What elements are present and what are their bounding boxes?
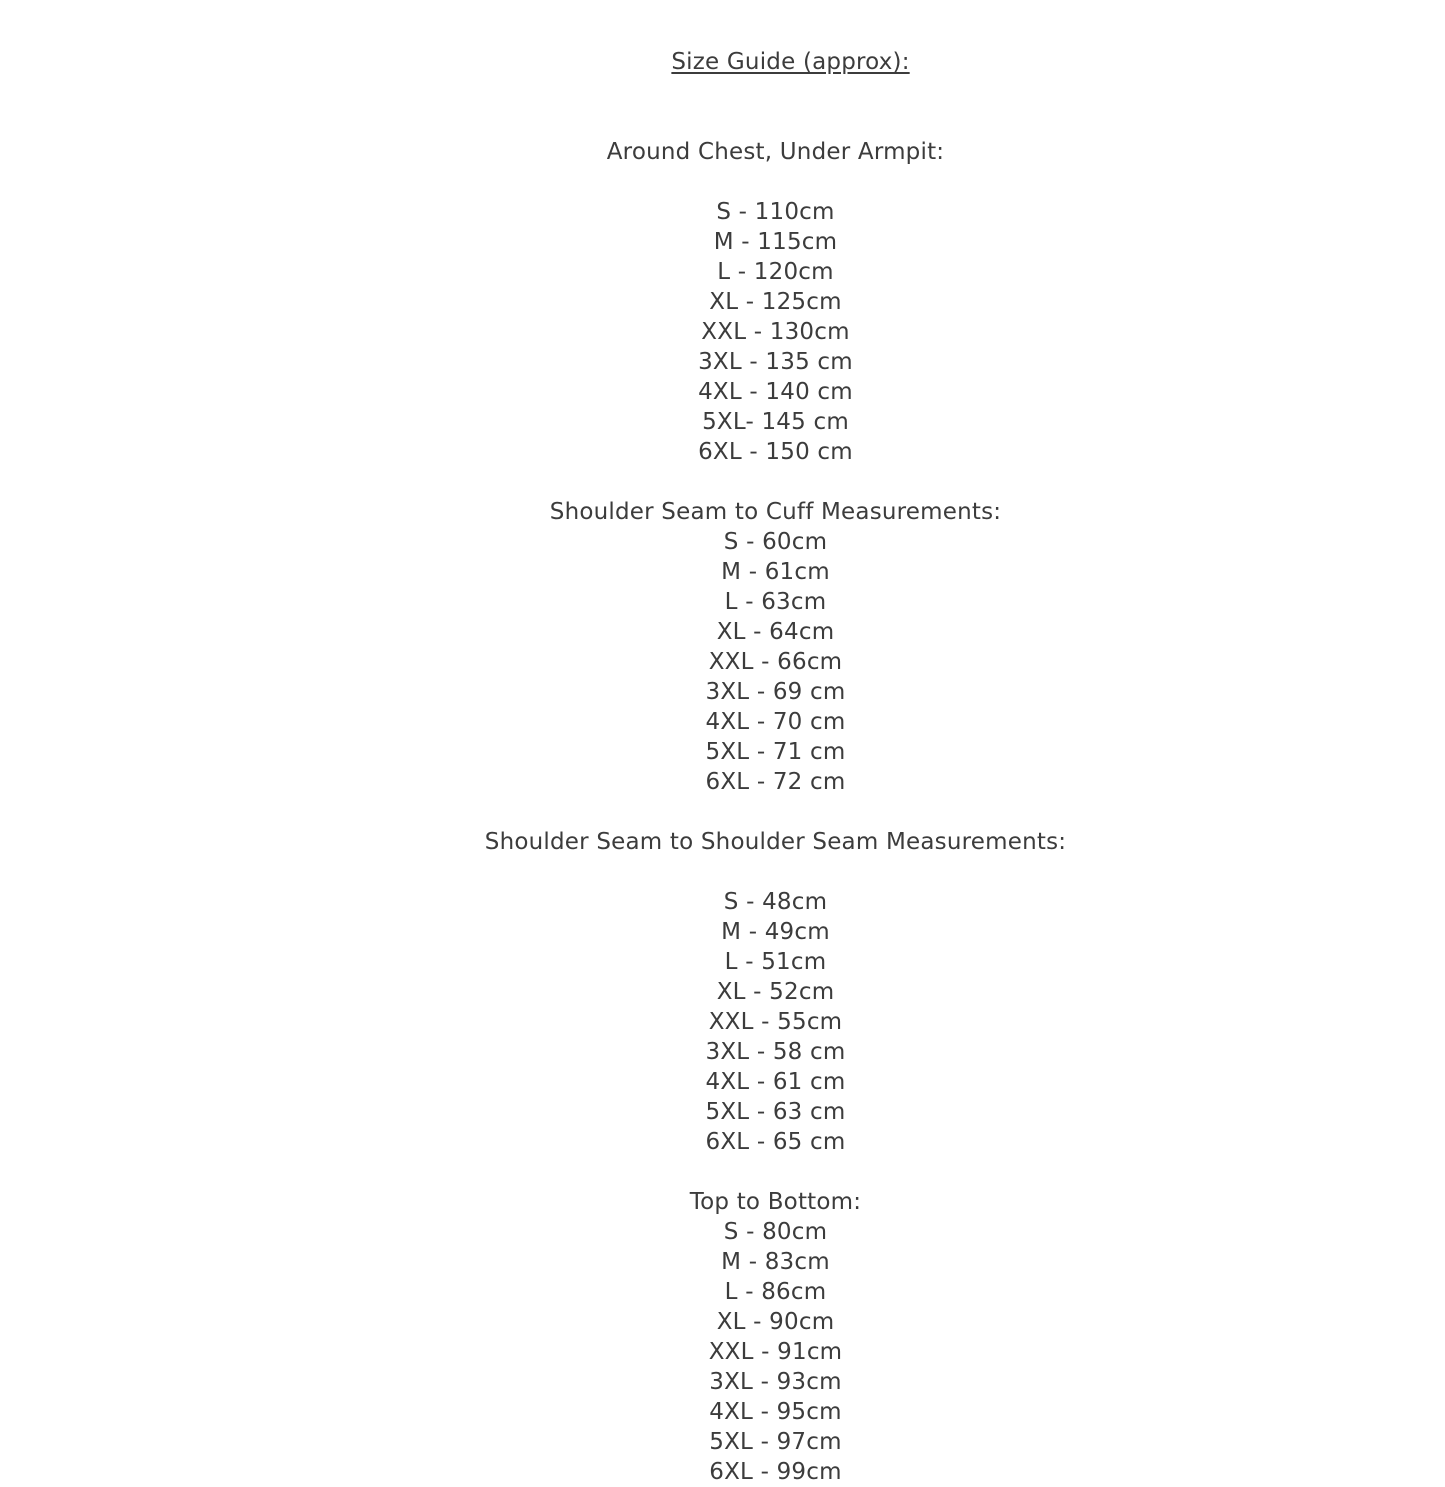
size-measurement: L - 51cm xyxy=(724,949,827,975)
size-measurement: 6XL - 99cm xyxy=(709,1459,842,1485)
size-measurement: 3XL - 93cm xyxy=(709,1369,842,1395)
spacer xyxy=(53,107,1445,137)
size-measurement: L - 120cm xyxy=(717,259,834,285)
size-measurement: 3XL - 69 cm xyxy=(705,679,846,705)
section-heading: Shoulder Seam to Cuff Measurements: xyxy=(549,499,1002,525)
spacer xyxy=(53,467,1445,497)
size-measurement: 5XL- 145 cm xyxy=(702,409,849,435)
section-heading: Around Chest, Under Armpit: xyxy=(606,139,945,165)
size-measurement: 5XL - 97cm xyxy=(709,1429,842,1455)
size-measurement: S - 110cm xyxy=(716,199,835,225)
size-measurement: XL - 64cm xyxy=(716,619,835,645)
size-measurement: 4XL - 140 cm xyxy=(698,379,853,405)
spacer xyxy=(53,857,1445,887)
size-measurement: 4XL - 61 cm xyxy=(705,1069,846,1095)
size-measurement: XXL - 66cm xyxy=(708,649,843,675)
size-measurement: 6XL - 65 cm xyxy=(705,1129,846,1155)
page-title-text: Size Guide (approx): xyxy=(671,49,910,75)
section-heading: Shoulder Seam to Shoulder Seam Measurements: xyxy=(484,829,1067,855)
size-measurement: 6XL - 150 cm xyxy=(698,439,853,465)
size-measurement: M - 115cm xyxy=(713,229,838,255)
size-measurement: S - 48cm xyxy=(723,889,828,915)
size-measurement: XL - 52cm xyxy=(716,979,835,1005)
spacer xyxy=(53,167,1445,197)
page-title xyxy=(53,17,1445,107)
size-measurement: L - 63cm xyxy=(724,589,827,615)
spacer xyxy=(53,1157,1445,1187)
size-measurement: 6XL - 72 cm xyxy=(705,769,846,795)
size-measurement: M - 49cm xyxy=(721,919,830,945)
size-measurement: 4XL - 95cm xyxy=(709,1399,842,1425)
size-measurement: M - 83cm xyxy=(721,1249,830,1275)
size-measurement: XXL - 130cm xyxy=(701,319,850,345)
size-measurement: 5XL - 63 cm xyxy=(705,1099,846,1125)
size-measurement: XL - 90cm xyxy=(716,1309,835,1335)
size-measurement: XXL - 55cm xyxy=(708,1009,843,1035)
size-measurement: S - 60cm xyxy=(723,529,828,555)
spacer xyxy=(53,797,1445,827)
size-measurement: L - 86cm xyxy=(724,1279,827,1305)
size-measurement: 3XL - 135 cm xyxy=(698,349,853,375)
size-measurement: XXL - 91cm xyxy=(708,1339,843,1365)
section-heading: Top to Bottom: xyxy=(689,1189,862,1215)
size-measurement: 3XL - 58 cm xyxy=(705,1039,846,1065)
size-guide-sections xyxy=(53,137,1445,1487)
size-measurement: XL - 125cm xyxy=(709,289,842,315)
size-measurement: S - 80cm xyxy=(723,1219,828,1245)
size-measurement: 4XL - 70 cm xyxy=(705,709,846,735)
size-guide-document xyxy=(53,17,1445,1487)
size-measurement: 5XL - 71 cm xyxy=(705,739,846,765)
size-measurement: M - 61cm xyxy=(721,559,830,585)
